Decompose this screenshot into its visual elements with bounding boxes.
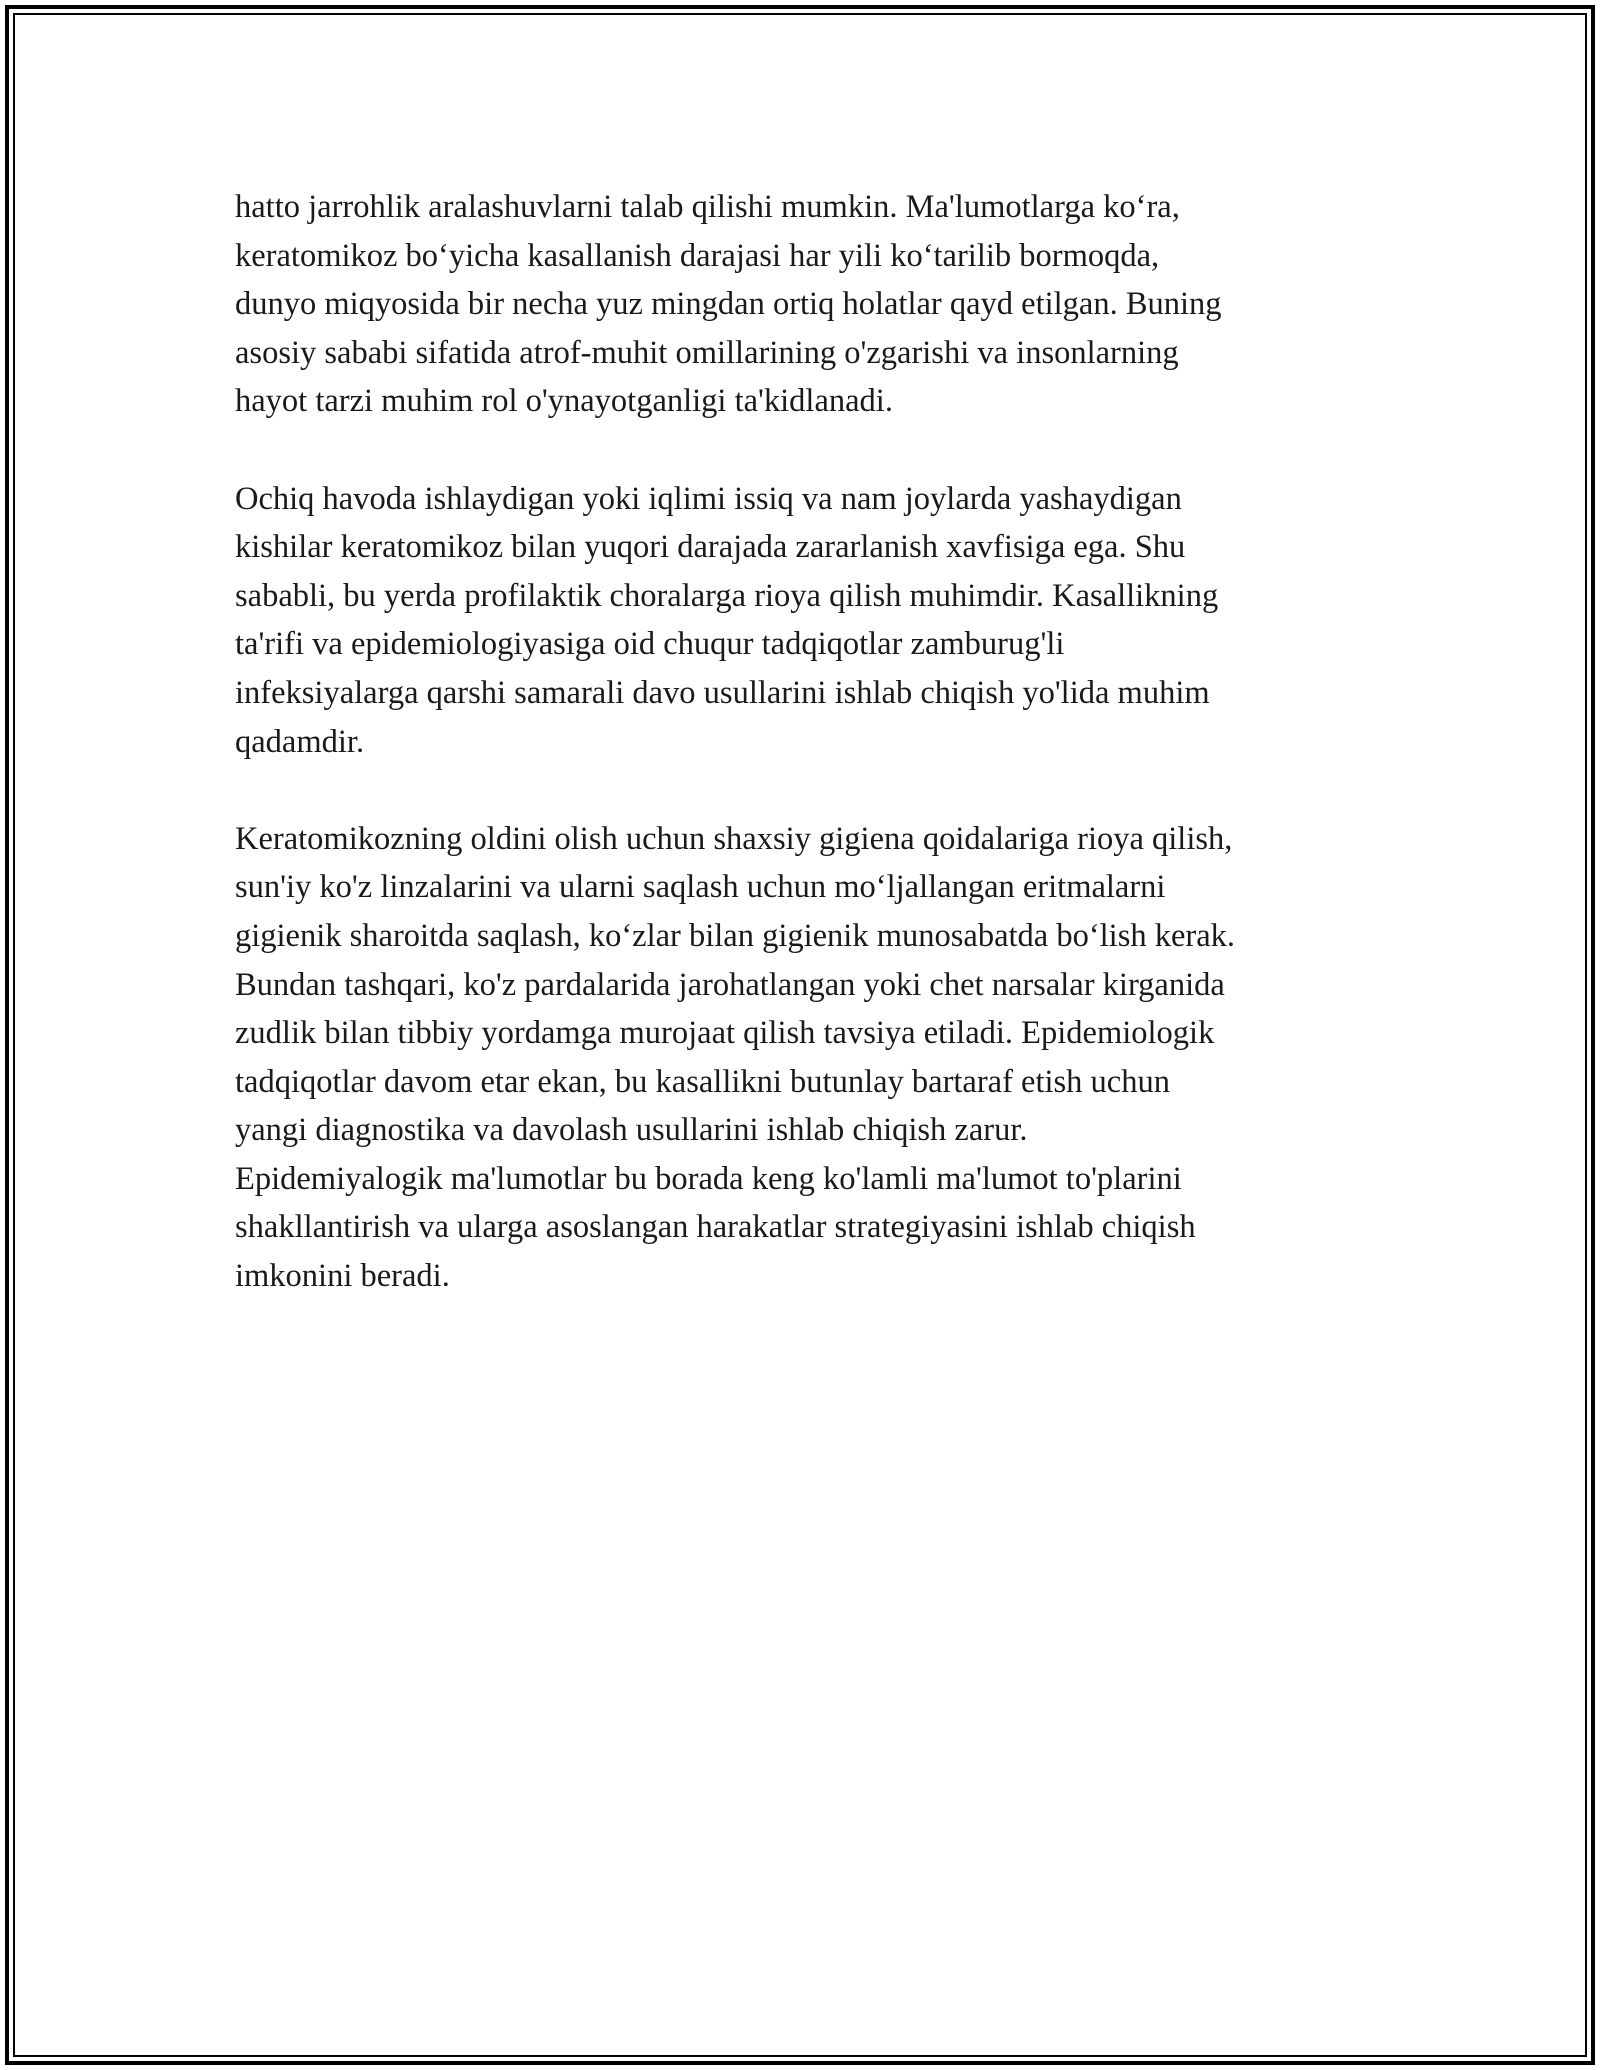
text-line: tadqiqotlar davom etar ekan, bu kasallikni butunlay bartaraf etish uchun — [235, 1063, 1170, 1100]
text-line: ta'rifi va epidemiologiyasiga oid chuqur tadqiqotlar zamburug'li — [235, 626, 1065, 663]
paragraph-3 — [235, 815, 1370, 1301]
text-line: infeksiyalarga qarshi samarali davo usullarini ishlab chiqish yo'lida muhim — [235, 674, 1210, 711]
text-line: sababli, bu yerda profilaktik choralarga rioya qilish muhimdir. Kasallikning — [235, 577, 1219, 614]
text-line: kishilar keratomikoz bilan yuqori darajada zararlanish xavfisiga ega. Shu — [235, 529, 1186, 566]
text-line: hayot tarzi muhim rol o'ynayotganligi ta'kidlanadi. — [235, 383, 893, 420]
text-line: yangi diagnostika va davolash usullarini ishlab chiqish zarur. — [235, 1112, 1028, 1149]
text-line: shakllantirish va ularga asoslangan harakatlar strategiyasini ishlab chiqish — [235, 1209, 1196, 1246]
text-line: dunyo miqyosida bir necha yuz mingdan ortiq holatlar qayd etilgan. Buning — [235, 286, 1222, 323]
paragraph-2 — [235, 475, 1370, 767]
text-line: Epidemiyalogik ma'lumotlar bu borada keng ko'lamli ma'lumot to'plarini — [235, 1160, 1182, 1197]
document-body — [235, 183, 1370, 1349]
text-line: zudlik bilan tibbiy yordamga murojaat qilish tavsiya etiladi. Epidemiologik — [235, 1015, 1215, 1052]
text-line: asosiy sababi sifatida atrof-muhit omillarining o'zgarishi va insonlarning — [235, 334, 1179, 371]
text-line: Bundan tashqari, ko'z pardalarida jarohatlangan yoki chet narsalar kirganida — [235, 966, 1225, 1003]
text-line: Ochiq havoda ishlaydigan yoki iqlimi issiq va nam joylarda yashaydigan — [235, 480, 1182, 517]
text-line: qadamdir. — [235, 723, 365, 760]
text-line: imkonini beradi. — [235, 1258, 450, 1295]
text-line: hatto jarrohlik aralashuvlarni talab qilishi mumkin. Ma'lumotlarga ko‘ra, — [235, 189, 1180, 225]
text-line: Keratomikozning oldini olish uchun shaxsiy gigiena qoidalariga rioya qilish, — [235, 820, 1233, 857]
text-line: sun'iy ko'z linzalarini va ularni saqlash uchun mo‘ljallangan eritmalarni — [235, 869, 1166, 906]
text-line: gigienik sharoitda saqlash, ko‘zlar bilan gigienik munosabatda bo‘lish kerak. — [235, 917, 1236, 954]
text-line: keratomikoz bo‘yicha kasallanish darajasi har yili ko‘tarilib bormoqda, — [235, 237, 1160, 274]
paragraph-1 — [235, 183, 1370, 426]
